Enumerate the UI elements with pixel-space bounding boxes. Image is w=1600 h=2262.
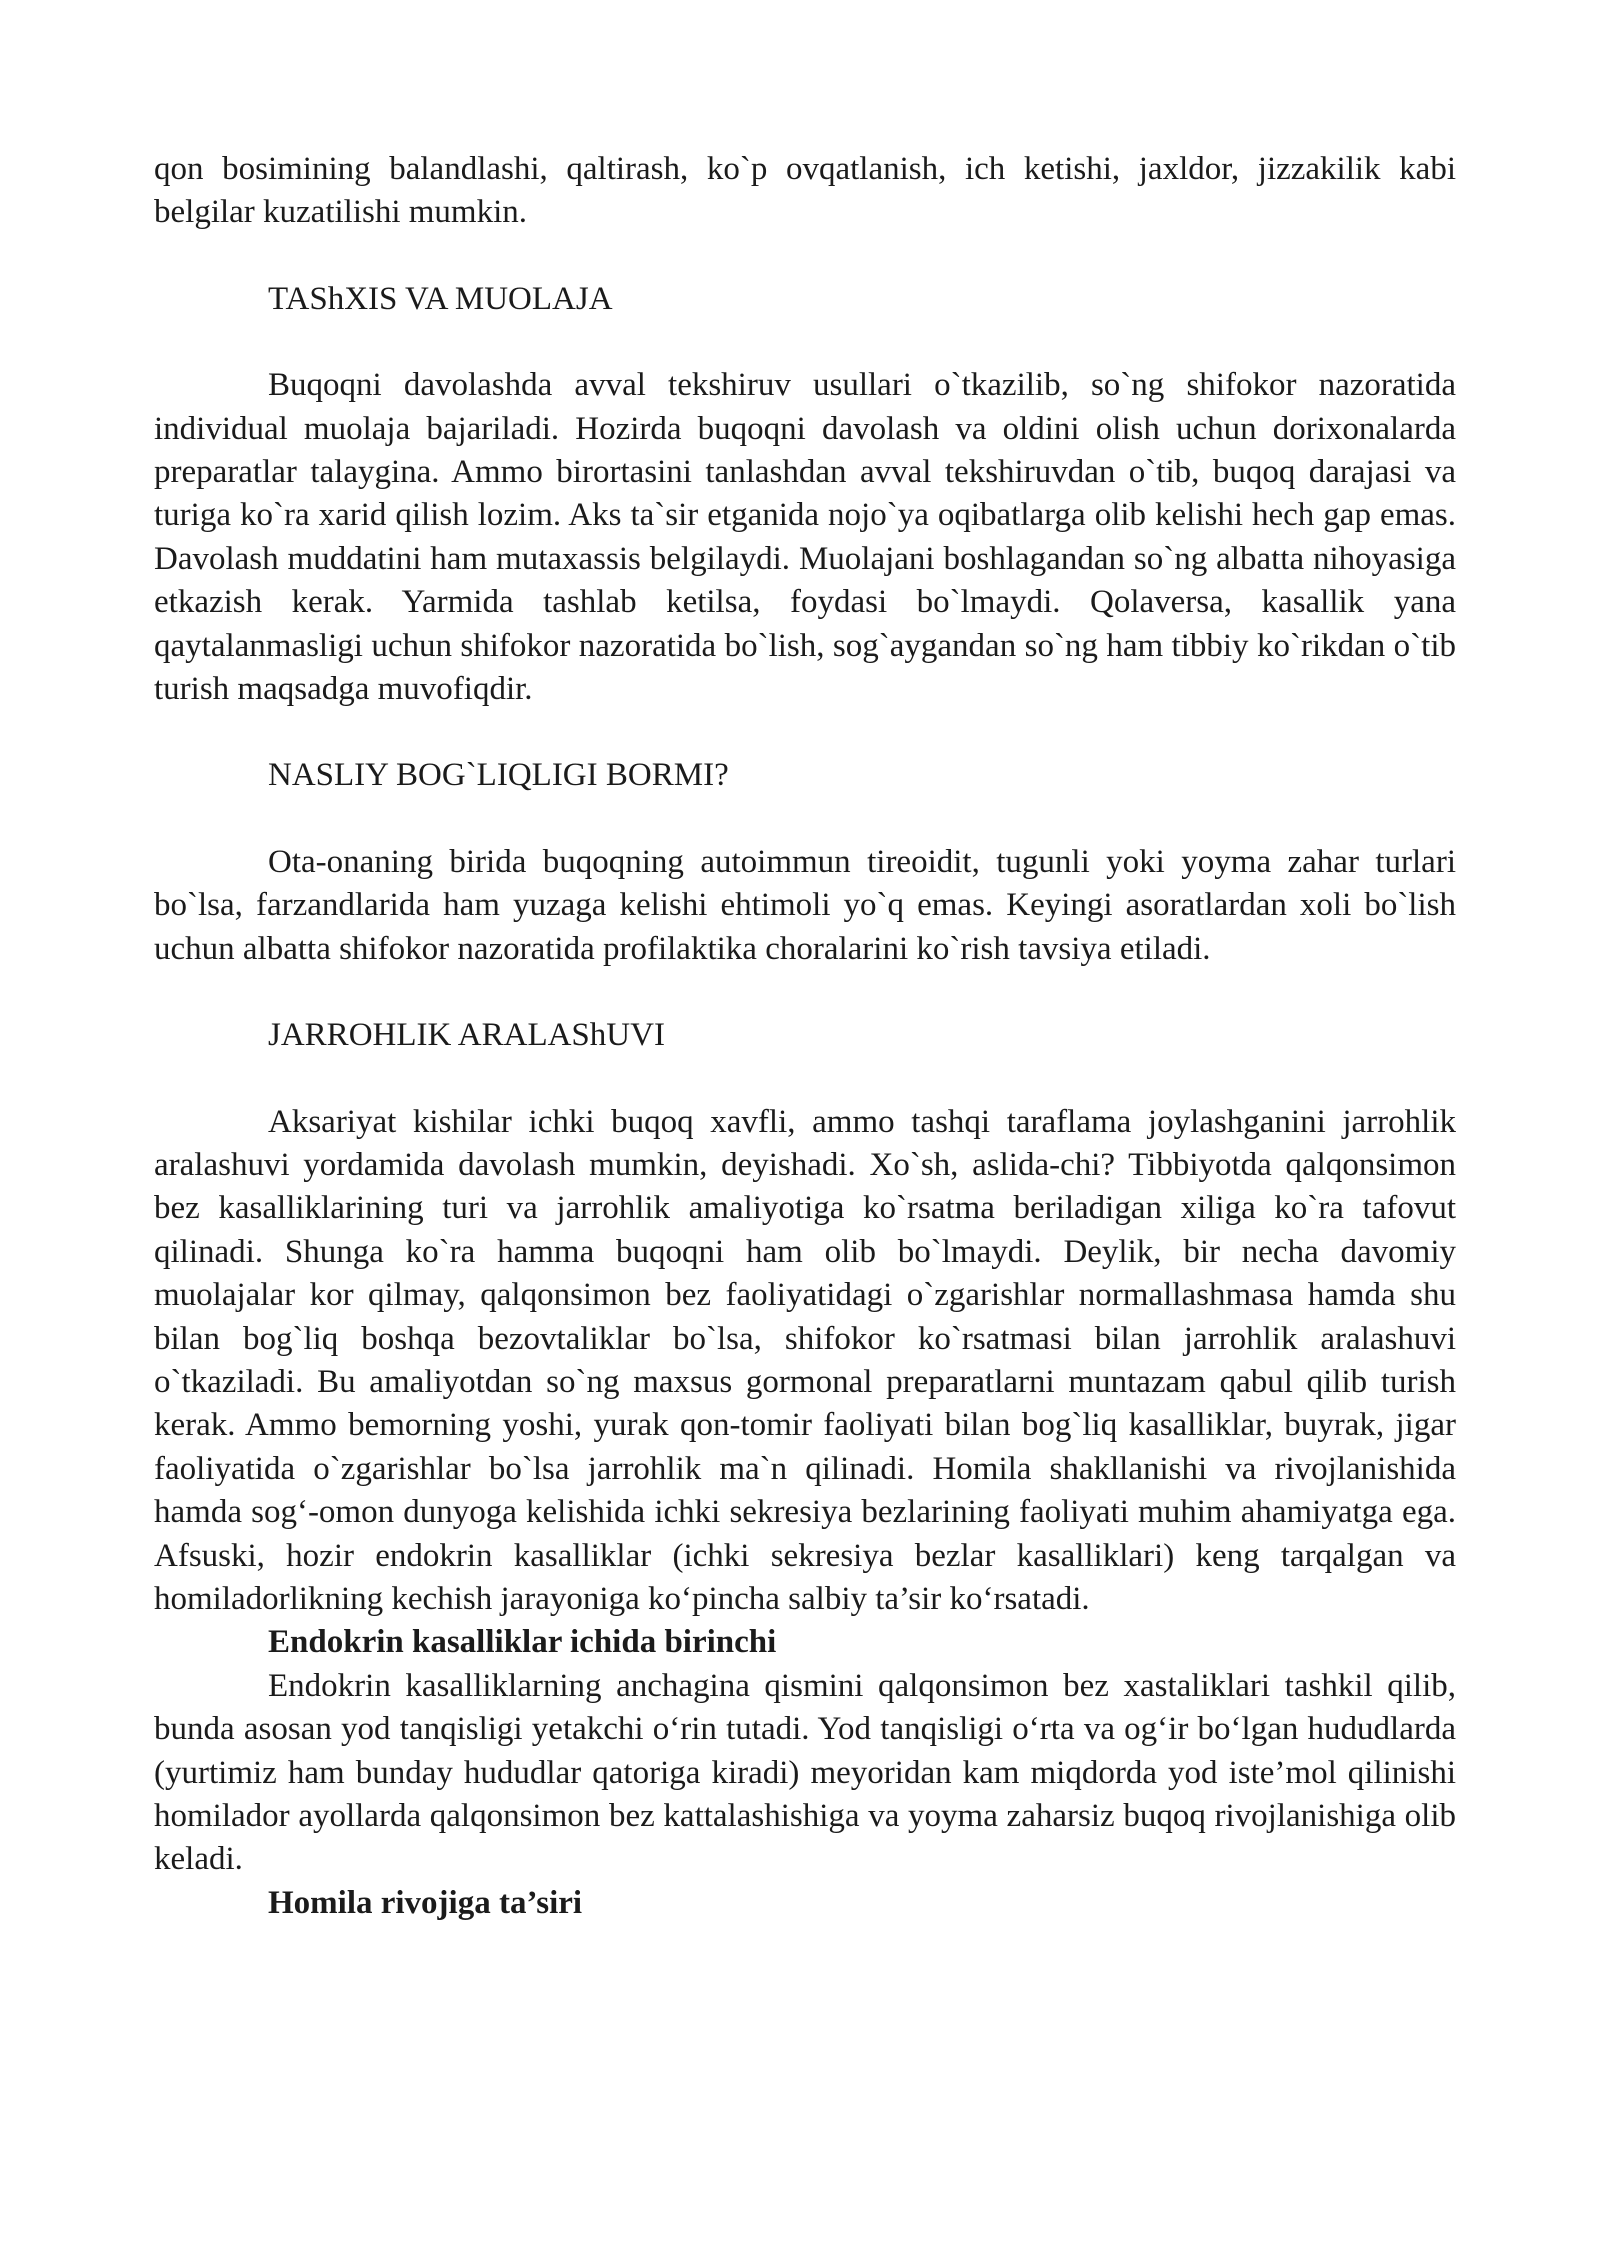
- section-heading-fetal-development: Homila rivojiga ta’siri: [268, 1884, 583, 1921]
- body-paragraph-symptoms: qon bosimining balandlashi, qaltirash, ko`p ovqatlanish, ich ketishi, jaxldor, jizzakilik kabi belgilar kuzatilishi mumkin.: [154, 151, 1456, 231]
- body-paragraph-treatment: Buqoqni davolashda avval tekshiruv usullari o`tkazilib, so`ng shifokor nazoratida individual muolaja bajariladi. Hozirda buqoqni davolash va oldini olish uchun dorixonalarda preparatlar talaygina. Ammo birortasini tanlashdan avval tekshiruvdan o`tib, buqoq darajasi va turiga ko`ra xarid qilish lozim. Aks ta`sir etganida nojo`ya oqibatlarga olib kelishi hech gap emas. Davolash muddatini ham mutaxassis belgilaydi. Muolajani boshlagandan so`ng albatta nihoyasiga etkazish kerak. Yarmida tashlab ketilsa, foydasi bo`lmaydi. Qolaversa, kasallik yana qaytalanmasligi uchun shifokor nazoratida bo`lish, sog`aygandan so`ng ham tibbiy ko`rikdan o`tib turish maqsadga muvofiqdir.: [154, 367, 1456, 708]
- body-paragraph-endocrine: Endokrin kasalliklarning anchagina qismini qalqonsimon bez xastaliklari tashkil qilib, bunda asosan yod tanqisligi yetakchi o‘rin tutadi. Yod tanqisligi o‘rta va og‘ir bo‘lgan hududlarda (yurtimiz ham bunday hududlar qatoriga kiradi) meyoridan kam miqdorda yod iste’mol qilinishi homilador ayollarda qalqonsimon bez kattalashishiga va yoyma zaharsiz buqoq rivojlanishiga olib keladi.: [154, 1667, 1456, 1878]
- section-heading-surgery: JARROHLIK ARALAShUVI: [268, 1017, 665, 1054]
- body-paragraph-surgery: Aksariyat kishilar ichki buqoq xavfli, ammo tashqi taraflama joylashganini jarrohlik aralashuvi yordamida davolash mumkin, deyishadi. Xo`sh, aslida-chi? Tibbiyotda qalqonsimon bez kasalliklarining turi va jarrohlik amaliyotiga ko`rsatma beriladigan xiliga ko`ra tafovut qilinadi. Shunga ko`ra hamma buqoqni ham olib bo`lmaydi. Deylik, bir necha davomiy muolajalar kor qilmay, qalqonsimon bez faoliyatidagi o`zgarishlar normallashmasa hamda shu bilan bog`liq boshqa bezovtaliklar bo`lsa, shifokor ko`rsatmasi bilan jarrohlik aralashuvi o`tkaziladi. Bu amaliyotdan so`ng maxsus gormonal preparatlarni muntazam qabul qilib turish kerak. Ammo bemorning yoshi, yurak qon-tomir faoliyati bilan bog`liq kasalliklar, buyrak, jigar faoliyatida o`zgarishlar bo`lsa jarrohlik ma`n qilinadi. Homila shakllanishi va rivojlanishida hamda sog‘-omon dunyoga kelishida ichki sekresiya bezlarining faoliyati muhim ahamiyatga ega. Afsuski, hozir endokrin kasalliklar (ichki sekresiya bezlar kasalliklari) keng tarqalgan va homiladorlikning kechish jarayoniga ko‘pincha salbiy ta’sir ko‘rsatadi.: [154, 1103, 1456, 1617]
- body-paragraph-heredity: Ota-onaning birida buqoqning autoimmun tireoidit, tugunli yoki yoyma zahar turlari bo`lsa, farzandlarida ham yuzaga kelishi ehtimoli yo`q emas. Keyingi asoratlardan xoli bo`lish uchun albatta shifokor nazoratida profilaktika choralarini ko`rish tavsiya etiladi.: [154, 843, 1456, 967]
- section-heading-diagnosis: TAShXIS VA MUOLAJA: [268, 280, 613, 317]
- section-heading-heredity: NASLIY BOG`LIQLIGI BORMI?: [268, 757, 729, 794]
- document-page: [154, 148, 1456, 1925]
- section-heading-endocrine: Endokrin kasalliklar ichida birinchi: [268, 1624, 777, 1661]
